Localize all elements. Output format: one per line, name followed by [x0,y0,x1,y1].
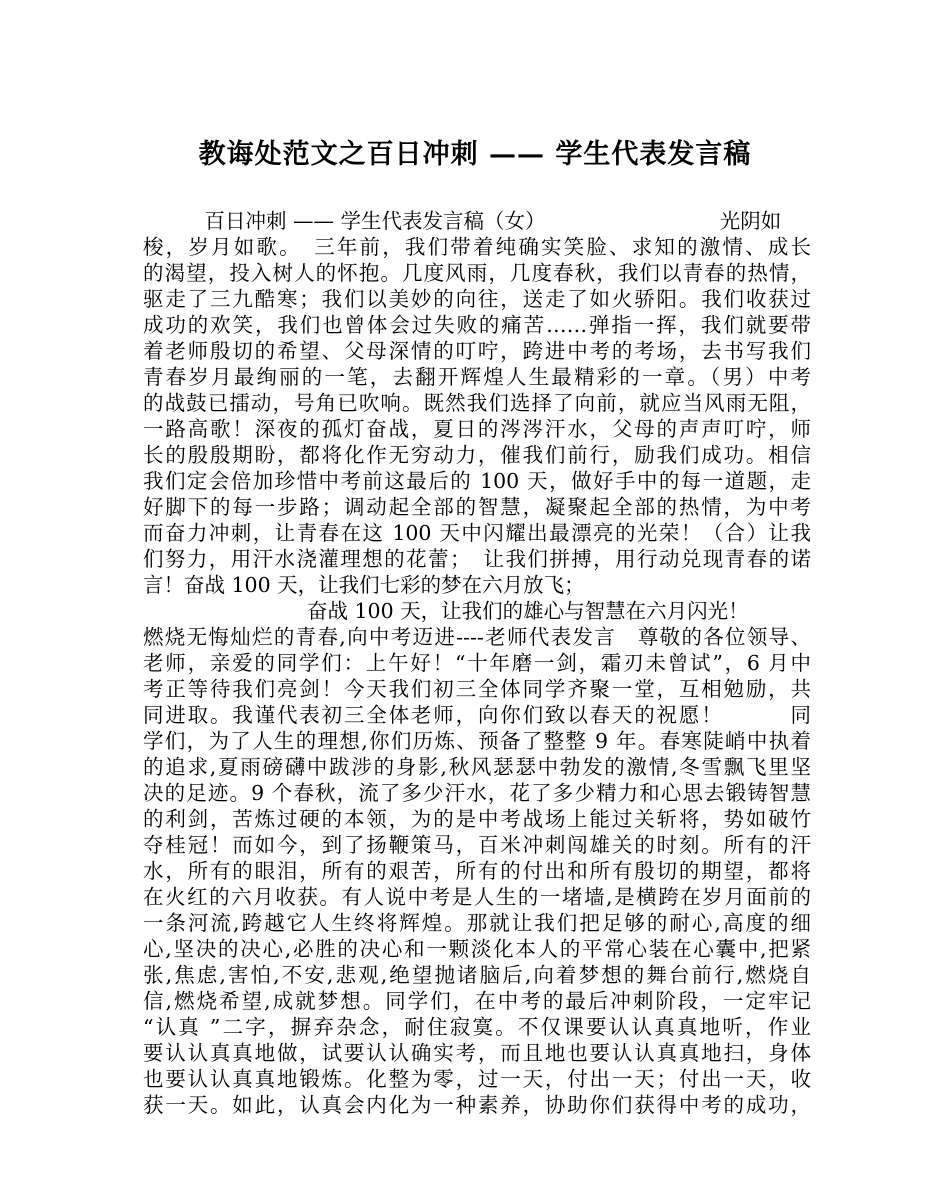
body-line: 夺桂冠！而如今，到了扬鞭策马，百米冲刺闯雄关的时刻。所有的汗 [143,833,811,857]
body-line: 在火红的六月收获。有人说中考是人生的一堵墙,是横跨在岁月面前的 [143,885,811,909]
body-line: 燃烧无悔灿烂的青春,向中考迈进----老师代表发言 尊敬的各位领导、 [143,625,811,649]
body-line: 好脚下的每一步路；调动起全部的智慧，凝聚起全部的热情，为中考 [143,495,811,519]
body-line: “认真 ”二字，摒弃杂念，耐住寂寞。不仅课要认认真真地听，作业 [143,1015,811,1039]
body-line: 驱走了三九酷寒；我们以美妙的向往，送走了如火骄阳。我们收获过 [143,287,811,311]
body-line: 梭，岁月如歌。 三年前，我们带着纯确实笑脸、求知的激情、成长 [143,235,811,259]
body-line: 信,燃烧希望,成就梦想。同学们，在中考的最后冲刺阶段，一定牢记 [143,989,811,1013]
body-line: 青春岁月最绚丽的一笔，去翻开辉煌人生最精彩的一章。（男）中考 [143,365,811,389]
body-line: 我们定会倍加珍惜中考前这最后的 100 天，做好手中的每一道题，走 [143,469,811,493]
body-line: 一条河流,跨越它人生终将辉煌。那就让我们把足够的耐心,高度的细 [143,911,811,935]
body-line: 们努力，用汗水浇灌理想的花蕾； 让我们拼搏，用行动兑现青春的诺 [143,547,811,571]
body-line: 的追求,夏雨磅礴中跋涉的身影,秋风瑟瑟中勃发的激情,冬雪飘飞里坚 [143,755,811,779]
body-line: 的渴望，投入树人的怀抱。几度风雨，几度春秋，我们以青春的热情， [143,261,811,285]
body-line: 同进取。我谨代表初三全体老师，向你们致以春天的祝愿！ 同 [143,703,811,727]
body-line: 水，所有的眼泪，所有的艰苦，所有的付出和所有殷切的期望，都将 [143,859,811,883]
body-line: 奋战 100 天，让我们的雄心与智慧在六月闪光！ [143,599,749,623]
body-line: 言！奋战 100 天，让我们七彩的梦在六月放飞； [143,573,585,597]
body-line: 长的殷殷期盼，都将化作无穷动力，催我们前行，励我们成功。相信 [143,443,811,467]
body-line: 张,焦虑,害怕,不安,悲观,绝望抛诸脑后,向着梦想的舞台前行,燃烧自 [143,963,811,987]
body-line: 着老师殷切的希望、父母深情的叮咛，跨进中考的考场，去书写我们 [143,339,811,363]
body-line: 心,坚决的决心,必胜的决心和一颗淡化本人的平常心装在心囊中,把紧 [143,937,811,961]
body-line: 考正等待我们亮剑！今天我们初三全体同学齐聚一堂，互相勉励，共 [143,677,811,701]
document-title: 教诲处范文之百日冲刺 —— 学生代表发言稿 [198,139,752,170]
body-line: 的战鼓已擂动，号角已吹响。既然我们选择了向前，就应当风雨无阻， [143,391,811,415]
document-body [143,208,811,1118]
body-line: 百日冲刺 —— 学生代表发言稿（女） 光阴如 [143,209,782,233]
body-line: 学们，为了人生的理想,你们历炼、预备了整整 9 年。春寒陡峭中执着 [143,729,811,753]
body-line: 要认认真真地做，试要认认确实考，而且地也要认认真真地扫，身体 [143,1041,811,1065]
body-line: 一路高歌！深夜的孤灯奋战，夏日的涔涔汗水，父母的声声叮咛，师 [143,417,811,441]
body-line: 老师，亲爱的同学们：上午好！“十年磨一剑，霜刃未曾试”，6 月中 [143,651,811,675]
body-line: 而奋力冲刺，让青春在这 100 天中闪耀出最漂亮的光荣！（合）让我 [143,521,811,545]
body-line: 决的足迹。9 个春秋，流了多少汗水，花了多少精力和心思去锻铸智慧 [143,781,811,805]
body-line: 也要认认真真地锻炼。化整为零，过一天，付出一天；付出一天，收 [143,1067,811,1091]
body-line: 获一天。如此，认真会内化为一种素养，协助你们获得中考的成功， [143,1093,811,1117]
body-line: 成功的欢笑，我们也曾体会过失败的痛苦……弹指一挥，我们就要带 [143,313,811,337]
body-line: 的利剑，苦炼过硬的本领，为的是中考战场上能过关斩将，势如破竹 [143,807,811,831]
